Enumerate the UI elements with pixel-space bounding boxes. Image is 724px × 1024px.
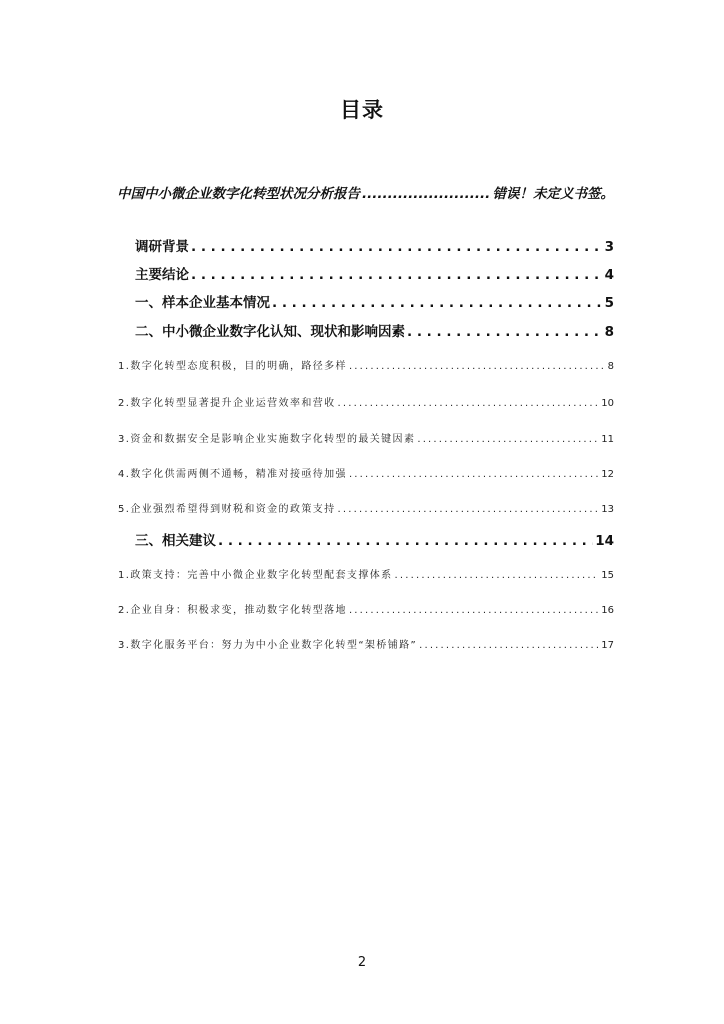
toc-subentry[interactable]: [118, 465, 614, 480]
toc-dot-leader: [407, 324, 603, 340]
toc-entry-label: 一、样本企业基本情况: [135, 295, 270, 311]
toc-entry-label: 4.数字化供需两侧不通畅，精准对接亟待加强: [118, 469, 347, 480]
toc-dot-leader: [395, 570, 600, 581]
toc-entry-page: 8: [607, 361, 614, 372]
toc-entry-label: 2.企业自身：积极求变，推动数字化转型落地: [118, 605, 347, 616]
toc-entry-conclusions[interactable]: [135, 263, 614, 283]
toc-entry-page: 14: [595, 533, 614, 549]
toc-entry-report[interactable]: [117, 182, 614, 202]
toc-dot-leader: [349, 361, 606, 372]
toc-entry-label: 调研背景: [135, 239, 189, 255]
toc-entry-label: 中国中小微企业数字化转型状况分析报告: [117, 186, 360, 202]
toc-entry-page: 11: [601, 434, 614, 445]
toc-entry-label: 1.数字化转型态度积极，目的明确，路径多样: [118, 361, 347, 372]
toc-dot-leader: [362, 186, 491, 202]
toc-entry-page: 错误！未定义书签。: [492, 186, 614, 202]
toc-entry-page: 10: [601, 398, 614, 409]
page-number: 2: [357, 955, 367, 970]
toc-entry-label: 3.资金和数据安全是影响企业实施数字化转型的最关键因素: [118, 434, 416, 445]
toc-entry-background[interactable]: [135, 235, 614, 255]
toc-entry-label: 主要结论: [135, 267, 189, 283]
toc-subentry[interactable]: [118, 394, 614, 409]
toc-entry-section-3[interactable]: [135, 529, 614, 549]
toc-subentry[interactable]: [118, 636, 614, 651]
toc-dot-leader: [338, 504, 600, 515]
toc-dot-leader: [191, 267, 603, 283]
toc-entry-section-1[interactable]: [135, 291, 614, 311]
toc-dot-leader: [338, 398, 600, 409]
toc-entry-page: 17: [601, 640, 614, 651]
toc-subentry[interactable]: [118, 357, 614, 372]
toc-dot-leader: [349, 469, 599, 480]
toc-subentry[interactable]: [118, 566, 614, 581]
toc-entry-label: 2.数字化转型显著提升企业运营效率和营收: [118, 398, 336, 409]
toc-entry-page: 3: [604, 239, 614, 255]
toc-entry-page: 16: [601, 605, 614, 616]
toc-subentry[interactable]: [118, 430, 614, 445]
toc-entry-label: 5.企业强烈希望得到财税和资金的政策支持: [118, 504, 336, 515]
toc-dot-leader: [349, 605, 599, 616]
toc-dot-leader: [417, 434, 599, 445]
toc-dot-leader: [218, 533, 593, 549]
toc-entry-label: 1.政策支持：完善中小微企业数字化转型配套支撑体系: [118, 570, 393, 581]
toc-entry-page: 8: [604, 324, 614, 340]
toc-entry-page: 4: [604, 267, 614, 283]
toc-entry-label: 二、中小微企业数字化认知、现状和影响因素: [135, 324, 405, 340]
toc-entry-section-2[interactable]: [135, 320, 614, 340]
toc-entry-page: 5: [604, 295, 614, 311]
toc-dot-leader: [272, 295, 603, 311]
toc-entry-page: 13: [601, 504, 614, 515]
toc-subentry[interactable]: [118, 500, 614, 515]
toc-entry-label: 3.数字化服务平台：努力为中小企业数字化转型“架桥铺路”: [118, 640, 418, 651]
toc-entry-label: 三、相关建议: [135, 533, 216, 549]
page-title: 目录: [340, 98, 384, 122]
toc-entry-page: 15: [601, 570, 614, 581]
toc-subentry[interactable]: [118, 601, 614, 616]
toc-dot-leader: [419, 640, 599, 651]
toc-entry-page: 12: [601, 469, 614, 480]
toc-dot-leader: [191, 239, 603, 255]
